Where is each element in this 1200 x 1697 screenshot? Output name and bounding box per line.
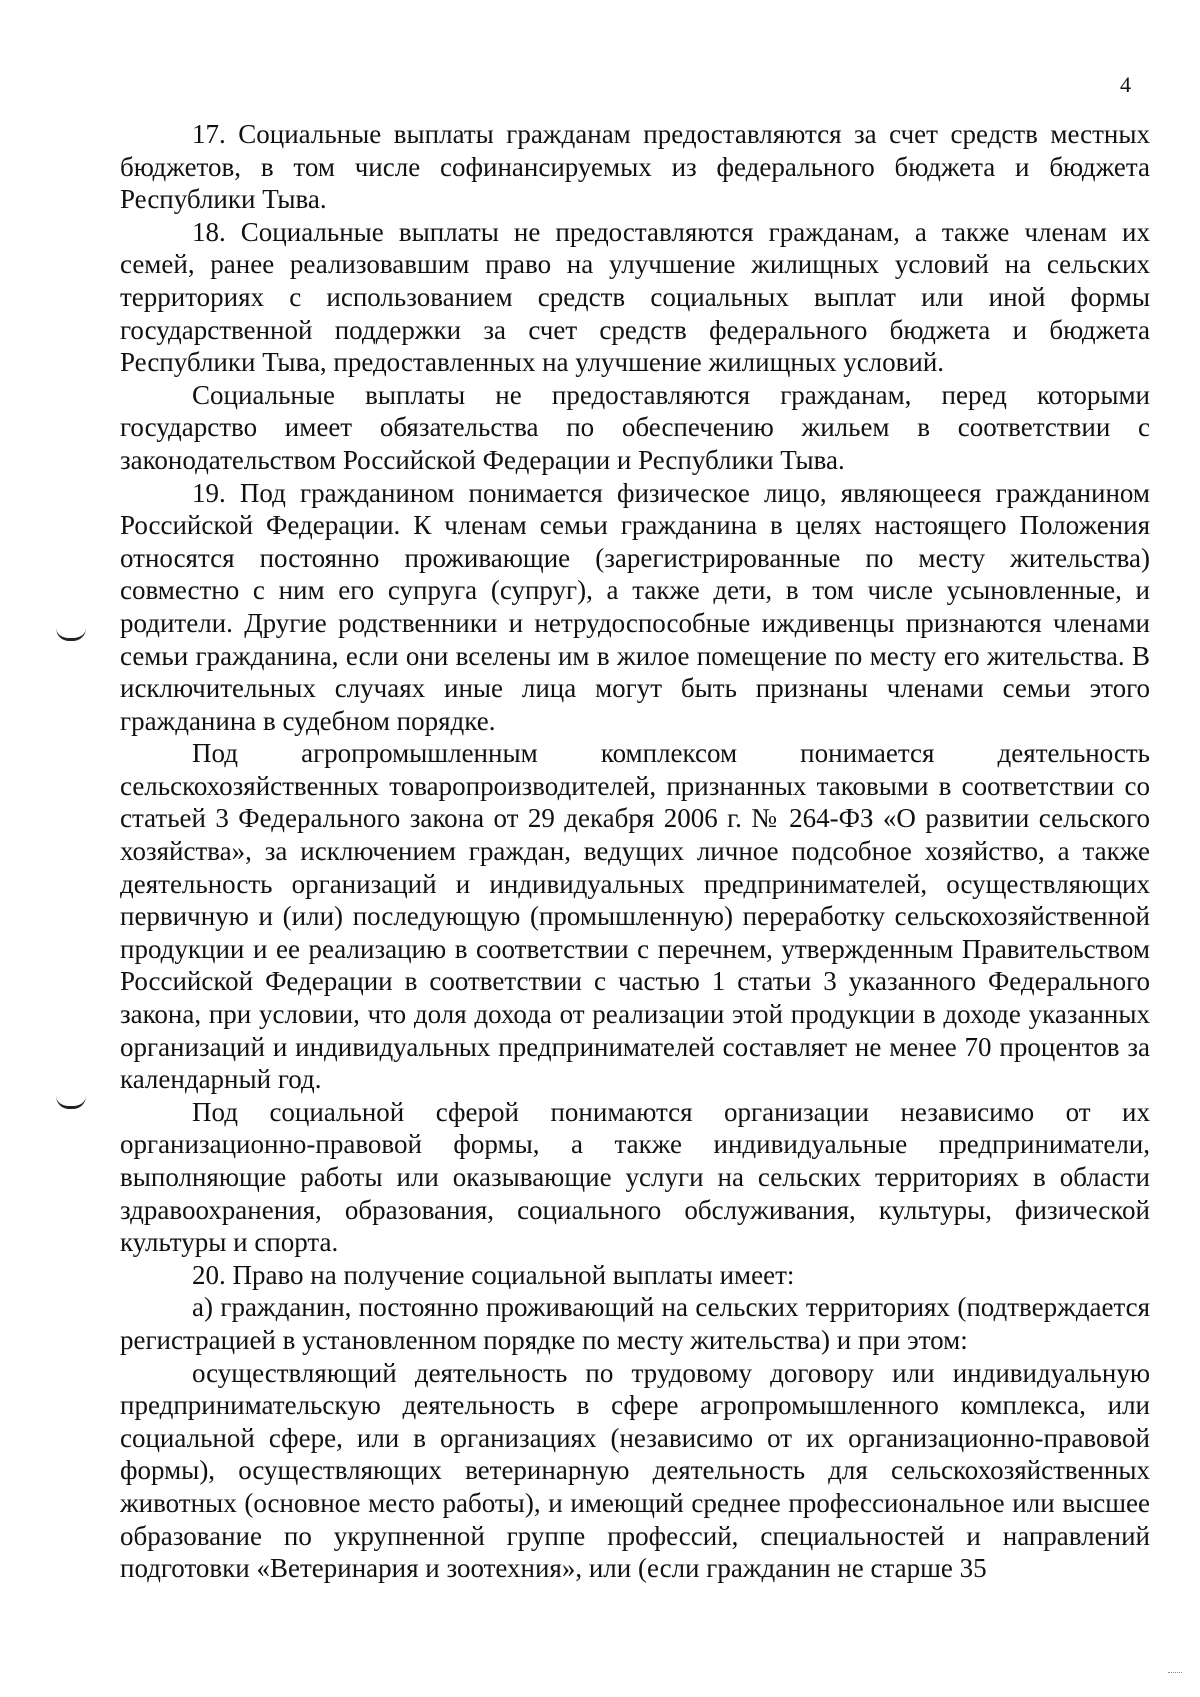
document-body [120,118,1150,1585]
paragraph-20-a: а) гражданин, постоянно проживающий на сельских территориях (подтверждается регистрацией в установленном порядке по месту жительства) и при этом: [120,1292,1150,1355]
margin-mark [56,1096,86,1109]
paragraph-social-sphere: Под социальной сферой понимаются организации независимо от их организационно-правовой формы, а также индивидуальные предприниматели, выполняющие работы или оказывающие услуги на сельских территориях в области здравоохранения, образования, социального обслуживания, культуры, физической культуры и спорта. [120,1096,1150,1258]
paragraph-18-continued: Социальные выплаты не предоставляются гражданам, перед которыми государство имеет обязательства по обеспечению жильем в соответствии с законодательством Российской Федерации и Республики Тыва. [120,379,1150,475]
paragraph-20-a-continued: осуществляющий деятельность по трудовому договору или индивидуальную предпринимательскую деятельность в сфере агропромышленного комплекса, или социальной сфере, или в организациях (независимо от их организационно-правовой формы), осуществляющих ветеринарную деятельность для сельскохозяйственных животных (основное место работы), и имеющий среднее профессиональное или высшее образование по укрупненной группе профессий, специальностей и направлений подготовки «Ветеринария и зоотехния», или (если гражданин не старше 35 [120,1357,1150,1584]
margin-mark [56,628,86,641]
paragraph-18: 18. Социальные выплаты не предоставляются гражданам, а также членам их семей, ранее реализовавшим право на улучшение жилищных условий на сельских территориях с использованием средств социальных выплат или иной формы государственной поддержки за счет средств федерального бюджета и бюджета Республики Тыва, предоставленных на улучшение жилищных условий. [120,216,1150,378]
paragraph-20: 20. Право на получение социальной выплаты имеет: [192,1259,795,1290]
page-number: 4 [1120,72,1131,97]
paragraph-17: 17. Социальные выплаты гражданам предоставляются за счет средств местных бюджетов, в том числе софинансируемых из федерального бюджета и бюджета Республики Тыва. [120,119,1150,215]
paragraph-19: 19. Под гражданином понимается физическое лицо, являющееся гражданином Российской Федерации. К членам семьи гражданина в целях настоящего Положения относятся постоянно проживающие (зарегистрированные по месту жительства) совместно с ним его супруга (супруг), а также дети, в том числе усыновленные, и родители. Другие родственники и нетрудоспособные иждивенцы признаются членами семьи гражданина, если они вселены им в жилое помещение по месту его жительства. В исключительных случаях иные лица могут быть признаны членами семьи этого гражданина в судебном порядке. [120,477,1150,736]
paragraph-agro-complex: Под агропромышленным комплексом понимается деятельность сельскохозяйственных товаропроизводителей, признанных таковыми в соответствии со статьей 3 Федерального закона от 29 декабря 2006 г. № 264-ФЗ «О развитии сельского хозяйства», за исключением граждан, ведущих личное подсобное хозяйство, а также деятельность организаций и индивидуальных предпринимателей, осуществляющих первичную и (или) последующую (промышленную) переработку сельскохозяйственной продукции и ее реализацию в соответствии с перечнем, утвержденным Правительством Российской Федерации в соответствии с частью 1 статьи 3 указанного Федерального закона, при условии, что доля дохода от реализации этой продукции в доходе указанных организаций и индивидуальных предпринимателей составляет не менее 70 процентов за календарный год. [120,738,1150,1095]
scan-artifact [1168,1672,1182,1679]
